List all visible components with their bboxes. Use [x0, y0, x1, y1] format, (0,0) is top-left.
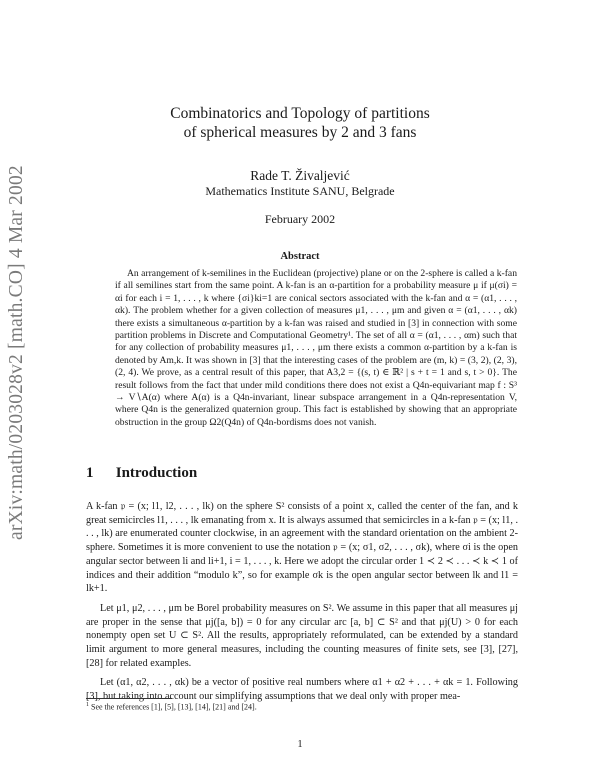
footnote-rule: [86, 698, 172, 699]
publication-date: February 2002: [264, 212, 336, 226]
footnote-text: See the references [1], [5], [13], [14], [21] and [24].: [91, 702, 257, 712]
footnote: [86, 702, 257, 712]
section-heading: [86, 465, 197, 482]
arxiv-identifier: arXiv:math/0203028v2 [math.CO] 4 Mar 2002: [6, 165, 27, 540]
section-number: 1: [86, 465, 94, 481]
paragraph-3: Let (α1, α2, . . . , αk) be a vector of positive real numbers where α1 + α2 + . . . + αk = 1. Following [3], but taking into account our simplifying assumptions that we deal only with proper mea-: [86, 677, 518, 703]
paper-title: [0, 104, 600, 142]
paragraph-1: A k-fan 𝔭 = (x; l1, l2, . . . , lk) on the sphere S² consists of a point x, called the center of the fan, and k great semicircles l1, . . . , lk emanating from x. It is always assumed that semicircles in a k-fan 𝔭 = (x; l1, . . . , lk) are enumerated counter clockwise, in an agreement with the standard orientation on the ambient 2-sphere. Sometimes it is more convenient to use the notation 𝔭 = (x; σ1, σ2, . . . , σk), where σi is the open angular sector between li and li+1, i = 1, . . . , k. Here we adopt the circular order 1 ≺ 2 ≺ . . . ≺ k ≺ 1 of indices and their addition “modulo k”, so for example σk is the open angular sector between lk and l1 = lk+1.: [86, 501, 518, 595]
footnote-marker: 1: [86, 702, 89, 708]
title-line-1: Combinatorics and Topology of partitions: [170, 105, 430, 122]
abstract-heading: Abstract: [280, 251, 320, 262]
author-name: Rade T. Živaljević: [250, 168, 350, 183]
section-title: Introduction: [115, 465, 198, 481]
title-line-2: of spherical measures by 2 and 3 fans: [183, 124, 417, 141]
paragraph-2: Let μ1, μ2, . . . , μm be Borel probability measures on S². We assume in this paper that all measures μj are proper in the sense that μj([a, b]) = 0 for any circular arc [a, b] ⊂ S² and that μj(U) > 0 for each nonempty open set U ⊂ S². All the results, appropriately reformulated, can be extended by a standard limit argument to more general measures, including the counting measures of finite sets, see [3], [27], [28] for related examples.: [86, 602, 518, 669]
page-number: 1: [297, 739, 303, 750]
body-text: [86, 500, 518, 710]
abstract-text: An arrangement of k-semilines in the Euclidean (projective) plane or on the 2-sphere is called a k-fan if all semilines start from the same point. A k-fan is an α-partition for a probability measure μ if μ(σi) = αi for each i = 1, . . . , k where {σi}ki=1 are conical sectors associated with the k-fan and α = (α1, . . . , αk). The problem whether for a given collection of measures μ1, . . . , μm and given α = (α1, . . . , αk) there exists a simultaneous α-partition by a k-fan was raised and studied in [3] in connection with some partition problems in Discrete and Computational Geometry¹. The set of all α = (α1, . . . , αm) such that for any collection of probability measures μ1, . . . , μm there exists a common α-partition by a k-fan is denoted by Am,k. It was shown in [3] that the interesting cases of the problem are (m, k) = (3, 2), (2, 3), (2, 4). We prove, as a central result of this paper, that A3,2 = {(s, t) ∈ ℝ² | s + t = 1 and s, t > 0}. The result follows from the fact that under mild conditions there does not exist a Q4n-equivariant map f : S³ → V∖A(α) where A(α) is a Q4n-invariant, linear subspace arrangement in a Q4n-representation V, where Q4n is the generalized quaternion group. This fact is established by showing that an appropriate obstruction in the group Ω2(Q4n) of Q4n-bordisms does not vanish.: [115, 268, 517, 428]
author-affiliation: Mathematics Institute SANU, Belgrade: [205, 184, 395, 198]
